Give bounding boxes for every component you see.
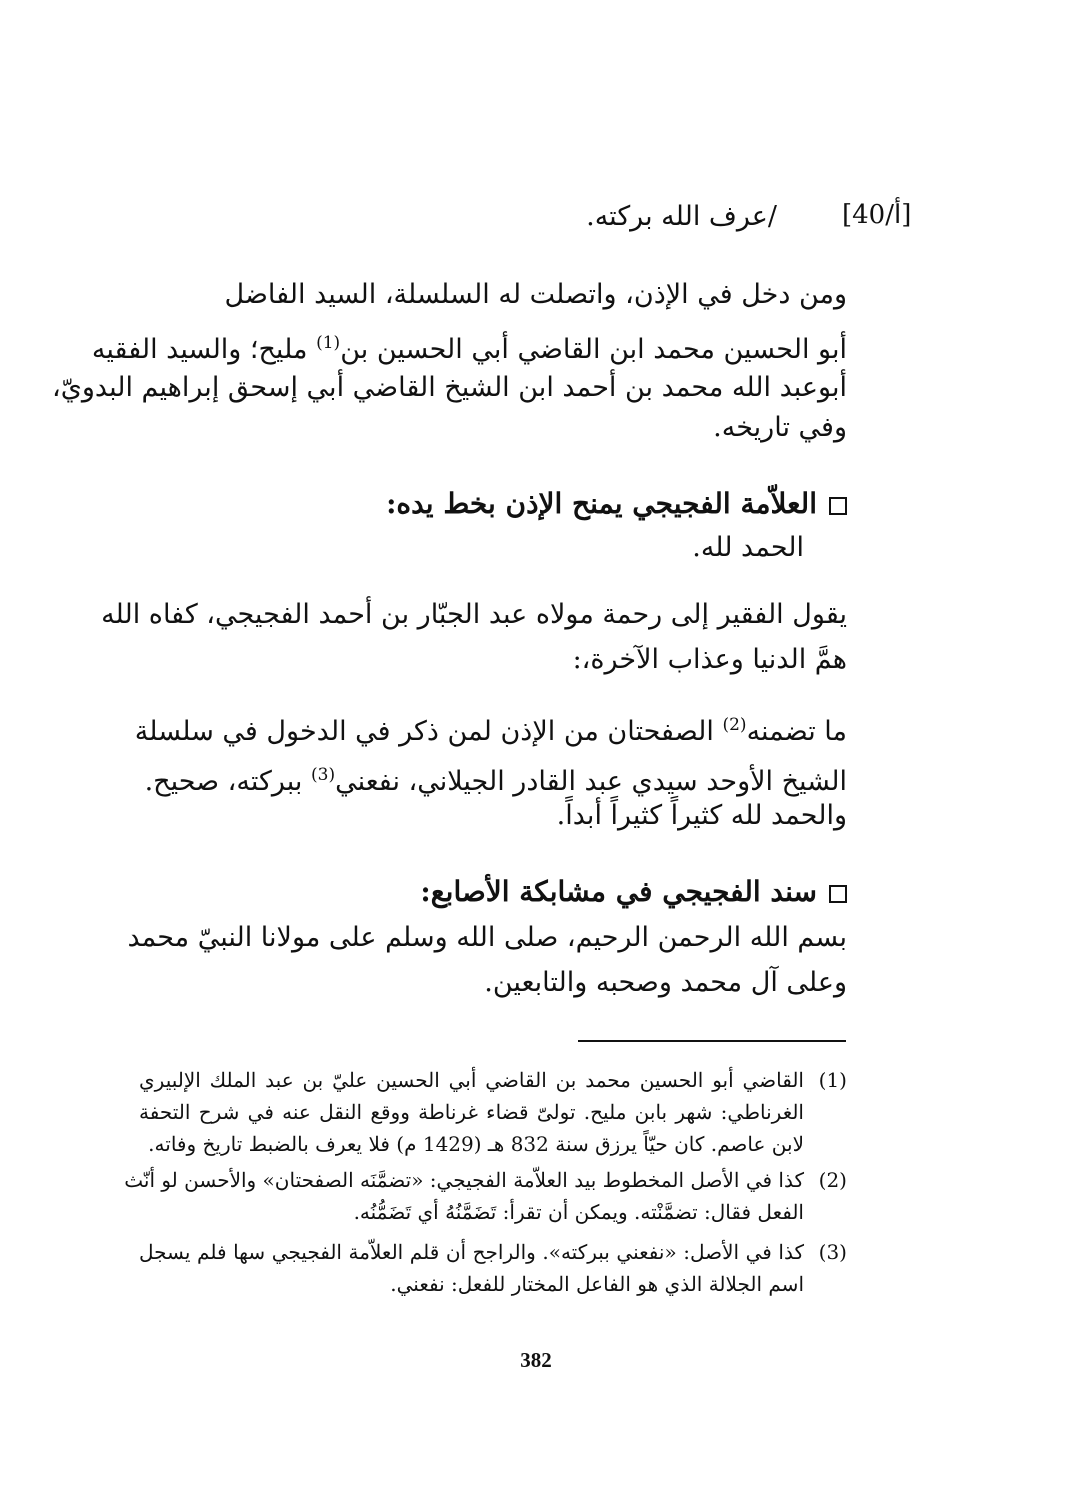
- footnote-separator: [578, 1040, 846, 1042]
- footnote-2-line2: الفعل فقال: تضمَّنْته. ويمكن أن تقرأ: تَضَمَّنُهُ أي تَضَمُّنُه.: [353, 1200, 804, 1224]
- paragraph3-line1-end: الصفحتان من الإذن لمن ذكر في الدخول في سلسلة: [134, 716, 714, 747]
- paragraph1-line2-start: أبو الحسين محمد ابن القاضي أبي الحسين بن: [340, 334, 847, 365]
- footnote-1-line3: لابن عاصم. كان حيّاً يرزق سنة 832 هـ (1429 م) فلا يعرف بالضبط تاريخ وفاته.: [148, 1132, 804, 1156]
- section2-heading: سند الفجيجي في مشابكة الأصابع:: [420, 875, 817, 908]
- paragraph1-line2-end: مليح؛ والسيد الفقيه: [91, 334, 308, 365]
- paragraph3-line1-start: ما تضمنه: [746, 716, 847, 747]
- footnote-3-line2: اسم الجلالة الذي هو الفاعل المختار للفعل: نفعني.: [390, 1272, 804, 1296]
- footnote-1-line2: الغرناطي: شهر بابن مليح. تولىّ قضاء غرناطة ووقع النقل عنه في شرح التحفة: [139, 1100, 804, 1124]
- footnote-2-line1: كذا في الأصل المخطوط بيد العلاّمة الفجيجي: «تضمَّنَه الصفحتان» والأحسن لو أنّث: [124, 1168, 804, 1192]
- paragraph3-line2-start: الشيخ الأوحد سيدي عبد القادر الجيلاني، نفعني: [335, 766, 847, 797]
- footnote-2-number: (2): [818, 1168, 847, 1192]
- paragraph1-line2: [92, 323, 847, 370]
- square-bullet-icon: [829, 885, 847, 903]
- section1-heading-row: [386, 484, 847, 524]
- folio-marker: [40/أ]: [842, 200, 912, 230]
- paragraph1-line3: أبوعبد الله محمد بن أحمد ابن الشيخ القاضي أبي إسحق إبراهيم البدويّ،: [52, 372, 847, 403]
- square-bullet-icon: [829, 497, 847, 515]
- header-line: /عرف الله بركته.: [586, 201, 777, 232]
- section1-heading: العلاّمة الفجيجي يمنح الإذن بخط يده:: [386, 487, 817, 520]
- footnote-1-line1: القاضي أبو الحسين محمد بن القاضي أبي الحسين عليّ بن عبد الملك الإلبيري: [139, 1068, 804, 1092]
- section2-line2: وعلى آل محمد وصحبه والتابعين.: [484, 967, 847, 998]
- hamd-line: الحمد لله.: [692, 532, 804, 563]
- footnote-3-number: (3): [818, 1240, 847, 1264]
- paragraph3-line2-end: ببركته، صحيح.: [144, 766, 303, 797]
- footnote-ref-2: (2): [722, 715, 747, 735]
- section2-line1: بسم الله الرحمن الرحيم، صلى الله وسلم على مولانا النبيّ محمد: [127, 922, 847, 953]
- page-number: 382: [520, 1348, 552, 1372]
- footnote-1-number: (1): [818, 1068, 847, 1092]
- paragraph1-line1: ومن دخل في الإذن، واتصلت له السلسلة، السيد الفاضل: [224, 279, 847, 310]
- paragraph3-line1: [134, 705, 847, 752]
- paragraph2-line2: همَّ الدنيا وعذاب الآخرة،:: [572, 644, 847, 675]
- paragraph3-line2: [144, 755, 847, 802]
- paragraph3-line3: والحمد لله كثيراً كثيراً أبداً.: [556, 800, 847, 831]
- paragraph2-line1: يقول الفقير إلى رحمة مولاه عبد الجبّار بن أحمد الفجيجي، كفاه الله: [101, 599, 847, 630]
- footnote-ref-1: (1): [316, 333, 341, 353]
- footnote-ref-3: (3): [311, 765, 336, 785]
- paragraph1-line4: وفي تاريخه.: [713, 412, 847, 443]
- footnote-3-line1: كذا في الأصل: «نفعني ببركته». والراجح أن قلم العلاّمة الفجيجي سها فلم يسجل: [139, 1240, 804, 1264]
- section2-heading-row: [420, 872, 847, 912]
